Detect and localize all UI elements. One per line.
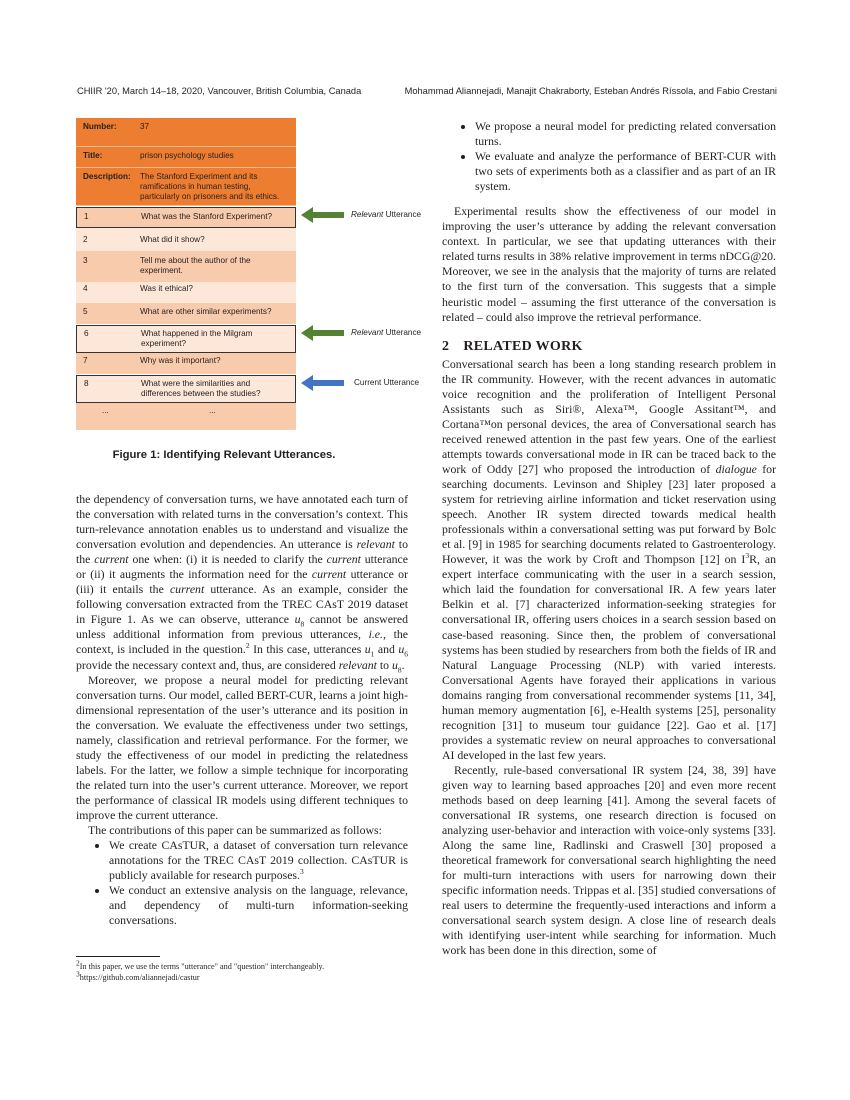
turn-row [76, 207, 296, 228]
arrow-label-italic: Relevant [351, 328, 384, 337]
turn-row [76, 228, 296, 251]
turn-text: Was it ethical? [140, 284, 193, 293]
turn-text: What were the similarities and differences between the studies? [141, 379, 261, 398]
math-subscript: 8 [300, 619, 305, 629]
paragraph [442, 357, 776, 763]
footnote-marker: 2 [245, 641, 250, 651]
arrow-label-suffix: Utterance [383, 328, 422, 337]
list-item [109, 838, 408, 883]
emphasis: current [311, 567, 347, 582]
turn-row [76, 251, 296, 282]
text-run: provide the necessary context and, thus, are considered [76, 657, 339, 672]
footnote-marker: 3 [299, 867, 304, 877]
meta-label: Number: [83, 122, 117, 131]
math-var: u [392, 657, 398, 672]
arrow-shaft [311, 380, 344, 386]
list-item: • We evaluate and analyze the performance of BERT-CUR with two sets of experiments both as a classifier and as part of an IR system. [475, 149, 776, 194]
arrow-label-suffix: Utterance [383, 210, 422, 219]
meta-label: Description: [83, 172, 131, 181]
text-run: utterance. As an example, consider the following conversation extracted from the TREC CAsT 2019 dataset in Figure 1. As we can observe, utterance [76, 582, 409, 627]
text-run: and [374, 642, 399, 657]
left-arrow-icon [301, 377, 344, 389]
turn-row [76, 303, 296, 324]
text-run: utterance or (iii) it entails the [76, 567, 408, 597]
footnote-rule [76, 956, 160, 957]
list-item-text: We create CAsTUR, a dataset of conversation turn relevance annotations for the TREC CAsT 2019 collection. CAsTUR is publicly available for research purposes. [109, 838, 408, 883]
emphasis: current [169, 582, 205, 597]
left-column [76, 492, 408, 928]
text-run: . [401, 657, 405, 672]
emphasis: i.e. [368, 627, 383, 642]
paragraph: The contributions of this paper can be summarized as follows: [88, 823, 382, 838]
text-run: one when: (i) it is needed to clarify the [128, 552, 327, 567]
figure-caption: Figure 1: Identifying Relevant Utterances. [112, 449, 336, 461]
section-heading [442, 339, 776, 354]
meta-value: 37 [140, 122, 150, 131]
meta-value: The Stanford Experiment and its ramifications in human testing, particularly on prisoners and its ethics. [140, 172, 280, 201]
footnote-text: In this paper, we use the terms "utterance" and "question" interchangeably. [79, 962, 325, 971]
math-var: u [398, 642, 405, 657]
turn-text: ... [209, 406, 216, 415]
text-run: utterance or (ii) it augments the information need for the [76, 552, 408, 582]
turn-text: What did it show? [140, 235, 205, 244]
turn-number: 5 [83, 307, 88, 316]
paragraph: Recently, rule-based conversational IR system [24, 38, 39] have given way to learning based approaches [20] and even more recent methods based on deep learning [41]. Among the several facets of conversational IR systems, one research direction is focused on analyzing user-behavior and interaction with voice-only systems [33]. Along the same line, Radlinski and Craswell [30] proposed a theoretical framework for conversational search highlighting the need for multi-turn interactions with users for narrowing down their specific information needs. Trippas et al. [35] studied conversations of real users to determine the frequently-used interactions and inform a conversational search system design. A close line of research deals with identifying user-intent while searching for information. Much work has been done in this direction, some of [442, 762, 776, 958]
text-run: the dependency of conversation turns, we have annotated each turn of the conversation with related turns in the conversation’s context. This turn-relevance annotation enables us to understand and visualize the conversation evolution and dependencies. An utterance is [76, 492, 408, 552]
arrow-shaft [311, 330, 344, 336]
math-subscript: 1 [370, 649, 375, 659]
turn-row [76, 375, 296, 403]
turn-text: What was the Stanford Experiment? [141, 212, 273, 221]
footnote-mark: 3 [76, 969, 80, 979]
text-run: cannot be answered unless additional information from previous utterances, [76, 612, 408, 642]
arrow-label-current: Current Utterance [354, 378, 420, 387]
right-column [442, 119, 776, 959]
paragraph: Moreover, we propose a neural model for predicting relevant conversation turns. Our model, called BERT-CUR, learns a joint high-dimensional representation of the user’s utterance and its position in the conversation. We evaluate the effectiveness under two settings, namely, classification and retrieval performance. For the former, we study the effectiveness of our model in predicting the relatedness labels. For the latter, we follow a simple technique for incorporating the related turn into the user’s current utterance. Moreover, we report the performance of classical IR models using different techniques to improve the current utterance. [76, 672, 408, 822]
list-item-text: We conduct an extensive analysis on the language, relevance, and dependency of multi-turn information-seeking conversations. [109, 883, 408, 928]
meta-label: Title: [83, 151, 103, 160]
footnote-mark: 2 [76, 958, 80, 968]
contribution-list [76, 838, 408, 928]
meta-row-title [76, 147, 296, 168]
text-run: R, an expert interface communicating with the user in a search session, which laid the foundation for conversational IR. A few years later Belkin et al. [7] characterized information-seeking strategies for conversational IR, offering users choices in a search session based on case-based reasoning. Since then, the problem of conversational systems has been studied by researchers from both the fields of IR and Natural Language Processing (NLP) with varied interests. Conversational Agents have forayed their applications in various domains ranging from conversational recommender systems [11, 34], human memory augmentation [6], e-Health systems [25], personality recognition [31] to museum tour guidance [22]. Gao et al. [17] provides a systematic review on neural approaches to conversational AI developed in the last few years. [442, 552, 777, 762]
footnote [76, 969, 200, 983]
contribution-list-continued [442, 119, 776, 194]
emphasis: dialogue [715, 461, 757, 476]
arrow-shaft [311, 212, 344, 218]
turn-number: 3 [83, 256, 88, 265]
text-run: Conversational search has been a long standing research problem in the IR community. However, with the recent advances in automatic voice recognition and the proliferation of Intelligent Personal Assistants such as Siri®, Alexa™, Google Assitant™, and Cortana™on personal devices, the area of Conversational search has received renewed attention in the past few years. One of the earliest attempts towards conversational mode in IR can be traced back to the work of Oddy [27] who proposed the introduction of [442, 356, 776, 476]
turn-text: What are other similar experiments? [140, 307, 272, 316]
section-number: 2 [442, 338, 450, 354]
meta-value: prison psychology studies [140, 151, 234, 160]
list-item: • We propose a neural model for predicting related conversation turns. [475, 119, 776, 149]
turn-number: 4 [83, 284, 88, 293]
text-run: to the [76, 537, 408, 567]
list-item [109, 883, 408, 928]
emphasis: current [326, 552, 361, 567]
emphasis: relevant [338, 657, 377, 672]
running-header-left: CHIIR '20, March 14–18, 2020, Vancouver, British Columbia, Canada [77, 86, 362, 96]
paragraph [76, 492, 408, 673]
section-title: RELATED WORK [463, 338, 583, 354]
left-arrow-icon [301, 327, 344, 339]
turn-number: 6 [84, 329, 89, 338]
text-run: In this case, utterances [249, 642, 365, 657]
meta-row-number [76, 118, 296, 147]
turn-row [76, 403, 296, 430]
turn-number: 2 [83, 235, 88, 244]
turn-number: ... [102, 406, 109, 415]
turn-number: 1 [84, 212, 89, 221]
turn-text: Why was it important? [140, 356, 221, 365]
turn-number: 8 [84, 379, 89, 388]
turn-text: What happened in the Milgram experiment? [141, 329, 253, 348]
math-var: u [294, 612, 301, 627]
turn-row [76, 353, 296, 374]
math-subscript: 8 [397, 664, 402, 674]
emphasis: current [94, 552, 129, 567]
arrow-label-relevant [351, 328, 421, 337]
text-run: to [376, 657, 393, 672]
turn-number: 7 [83, 356, 88, 365]
text-run: for searching documents. Levinson and Shipley [23] later proposed a system for retrieving airline information and ticket reservation using speech. Another IR system directed towards medical health professionals within a conversational setting was put forward by Bolc et al. [9] in 1985 for searching documents related to Gastroenterology. However, it was the work by Croft and Thompson [12] on I [442, 461, 776, 567]
turn-text: Tell me about the author of the experiment. [140, 256, 251, 275]
footnote-text: https://github.com/aliannejadi/castur [79, 973, 200, 982]
arrow-label-relevant [351, 210, 421, 219]
meta-row-description [76, 168, 296, 206]
turn-row [76, 325, 296, 353]
running-header-right: Mohammad Aliannejadi, Manajit Chakraborty, Esteban Andrés Ríssola, and Fabio Crestani [404, 86, 777, 96]
math-var: u [364, 642, 371, 657]
emphasis: relevant [356, 537, 395, 552]
math-subscript: 6 [404, 649, 408, 659]
paragraph: Experimental results show the effectiveness of our model in improving the user’s utterance by adding the relevant conversation context. In particular, we see that updating utterances with their related turns results in 38% relative improvement in terms nDCG@20. Moreover, we see in the analysis that the majority of turns are related to the first turn of the conversation. This suggests that a simple heuristic model – assuming the first utterance of the conversation is related – could also improve the retrieval performance. [442, 204, 776, 324]
arrow-label-italic: Relevant [351, 210, 384, 219]
turn-row [76, 282, 296, 303]
text-run: , the context, is included in the question. [76, 627, 408, 657]
footnote [76, 958, 325, 972]
left-arrow-icon [301, 209, 344, 221]
superscript: 3 [745, 551, 750, 561]
